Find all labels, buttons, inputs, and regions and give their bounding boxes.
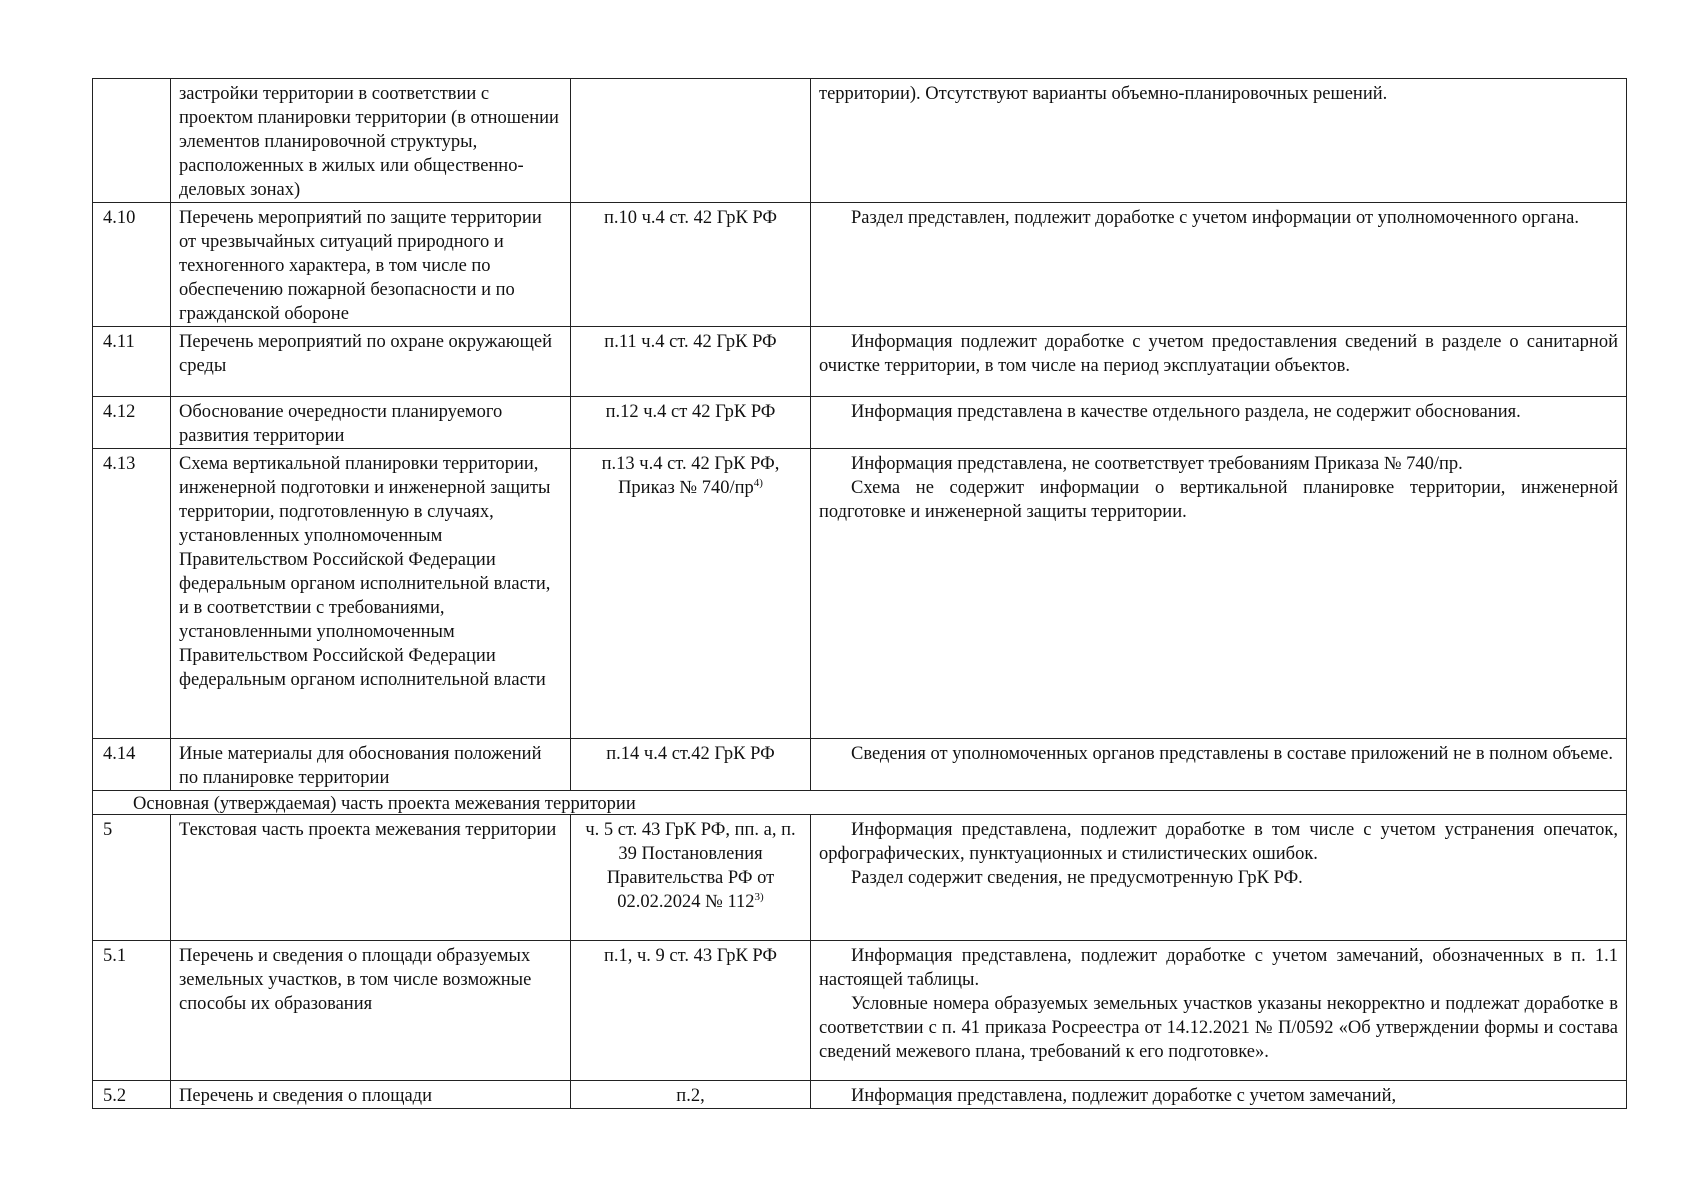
- legal-reference: ч. 5 ст. 43 ГрК РФ, пп. а, п. 39 Постановления Правительства РФ от 02.02.2024 № 112$^{3)}$: [571, 815, 811, 941]
- table-row: [93, 327, 1627, 397]
- review-comment: Информация подлежит доработке с учетом предоставления сведений в разделе о санитарной очистке территории, в том числе на период эксплуатации объектов.: [811, 327, 1627, 397]
- table-row: [93, 941, 1627, 1081]
- legal-reference: [571, 79, 811, 203]
- item-name: Перечень мероприятий по защите территории от чрезвычайных ситуаций природного и техногенного характера, в том числе по обеспечению пожарной безопасности и по гражданской обороне: [171, 203, 571, 327]
- review-comment: Информация представлена, не соответствует требованиям Приказа № 740/пр. Схема не содержит информации о вертикальной планировке территории, инженерной подготовке и инженерной защиты территории.: [811, 449, 1627, 739]
- item-name: Обоснование очередности планируемого развития территории: [171, 397, 571, 449]
- legal-reference: п.1, ч. 9 ст. 43 ГрК РФ: [571, 941, 811, 1081]
- table-row: [93, 397, 1627, 449]
- legal-reference: п.14 ч.4 ст.42 ГрК РФ: [571, 739, 811, 791]
- table-row: [93, 449, 1627, 739]
- row-number: 4.11: [93, 327, 171, 397]
- review-comment: Информация представлена в качестве отдельного раздела, не содержит обоснования.: [811, 397, 1627, 449]
- row-number: 4.12: [93, 397, 171, 449]
- review-comment: территории). Отсутствуют варианты объемно-планировочных решений.: [811, 79, 1627, 203]
- row-number: 4.10: [93, 203, 171, 327]
- legal-reference: п.11 ч.4 ст. 42 ГрК РФ: [571, 327, 811, 397]
- table-row: [93, 203, 1627, 327]
- row-number: 5.1: [93, 941, 171, 1081]
- legal-reference: п.2,: [571, 1081, 811, 1109]
- item-name: Перечень мероприятий по охране окружающей среды: [171, 327, 571, 397]
- item-name: Иные материалы для обоснования положений по планировке территории: [171, 739, 571, 791]
- table-row: [93, 739, 1627, 791]
- row-number: 4.14: [93, 739, 171, 791]
- table-row: [93, 79, 1627, 203]
- item-name: Схема вертикальной планировки территории, инженерной подготовки и инженерной защиты территории, подготовленную в случаях, установленных уполномоченным Правительством Российской Федерации федеральным органом исполнительной власти, и в соответствии с требованиями, установленными уполномоченным Правительством Российской Федерации федеральным органом исполнительной власти: [171, 449, 571, 739]
- review-comment: Информация представлена, подлежит доработке с учетом замечаний,: [811, 1081, 1627, 1109]
- review-comment: Сведения от уполномоченных органов представлены в составе приложений не в полном объеме.: [811, 739, 1627, 791]
- legal-reference: п.13 ч.4 ст. 42 ГрК РФ, Приказ № $740/пр^{4)}$: [571, 449, 811, 739]
- section-heading-row: [93, 791, 1627, 815]
- review-comment: Информация представлена, подлежит доработке в том числе с учетом устранения опечаток, орфографических, пунктуационных и стилистических ошибок. Раздел содержит сведения, не предусмотренную ГрК РФ.: [811, 815, 1627, 941]
- row-number: [93, 79, 171, 203]
- legal-reference: п.12 ч.4 ст 42 ГрК РФ: [571, 397, 811, 449]
- review-table: [92, 78, 1627, 1109]
- item-name: Перечень и сведения о площади: [171, 1081, 571, 1109]
- document-page: [92, 78, 1626, 1109]
- item-name: Текстовая часть проекта межевания территории: [171, 815, 571, 941]
- section-heading: Основная (утверждаемая) часть проекта межевания территории: [93, 791, 1627, 815]
- table-row: [93, 815, 1627, 941]
- row-number: 4.13: [93, 449, 171, 739]
- legal-reference: п.10 ч.4 ст. 42 ГрК РФ: [571, 203, 811, 327]
- row-number: 5.2: [93, 1081, 171, 1109]
- table-row: [93, 1081, 1627, 1109]
- item-name: Перечень и сведения о площади образуемых земельных участков, в том числе возможные способы их образования: [171, 941, 571, 1081]
- row-number: 5: [93, 815, 171, 941]
- item-name: застройки территории в соответствии с проектом планировки территории (в отношении элементов планировочной структуры, расположенных в жилых или общественно-деловых зонах): [171, 79, 571, 203]
- review-comment: Раздел представлен, подлежит доработке с учетом информации от уполномоченного органа.: [811, 203, 1627, 327]
- review-comment: Информация представлена, подлежит доработке с учетом замечаний, обозначенных в п. 1.1 настоящей таблицы. Условные номера образуемых земельных участков указаны некорректно и подлежат доработке в соответствии с п. 41 приказа Росреестра от 14.12.2021 № П/0592 «Об утверждении формы и состава сведений межевого плана, требований к его подготовке».: [811, 941, 1627, 1081]
